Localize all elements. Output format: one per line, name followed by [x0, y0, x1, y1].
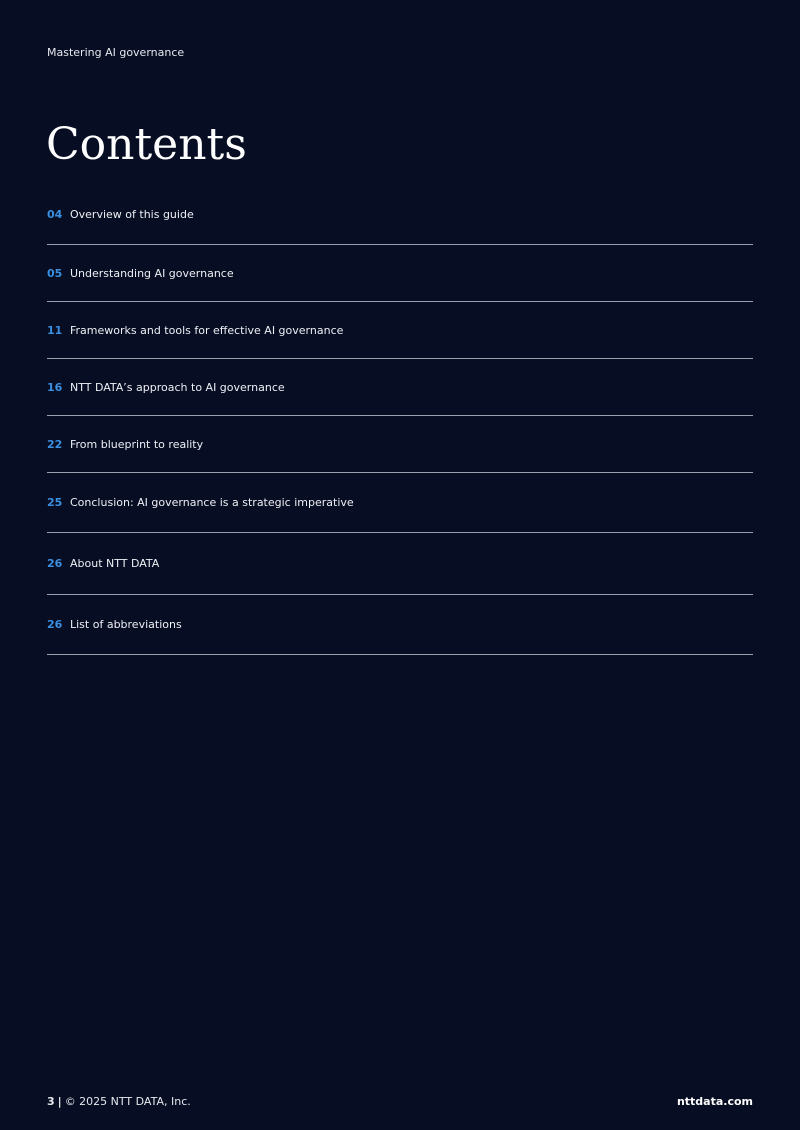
toc-entry-label: From blueprint to reality — [70, 437, 204, 451]
table-of-contents — [47, 188, 753, 655]
toc-page-number: 04 — [47, 207, 63, 221]
toc-page-number: 26 — [47, 618, 63, 631]
toc-item-frameworks[interactable] — [47, 302, 753, 359]
toc-page-number: 22 — [47, 437, 63, 451]
website-link[interactable]: nttdata.com — [676, 1095, 753, 1108]
toc-page-number: 25 — [47, 496, 63, 509]
toc-item-abbreviations[interactable] — [47, 595, 753, 655]
toc-entry-label: NTT DATA’s approach to AI governance — [70, 380, 285, 394]
running-header: Mastering AI governance — [47, 46, 185, 59]
toc-entry-label: Frameworks and tools for effective AI governance — [70, 323, 344, 337]
toc-entry-label: Overview of this guide — [70, 207, 194, 221]
toc-item-understanding[interactable] — [47, 245, 753, 302]
toc-entry-label: About NTT DATA — [70, 557, 160, 570]
page-title: Contents — [46, 119, 247, 170]
toc-page-number: 05 — [47, 266, 63, 280]
toc-entry-label: Understanding AI governance — [70, 266, 234, 280]
toc-page-number: 26 — [47, 557, 63, 570]
toc-page-number: 16 — [47, 380, 63, 394]
toc-entry-label: Conclusion: AI governance is a strategic imperative — [70, 496, 354, 509]
toc-entry-label: List of abbreviations — [70, 618, 182, 631]
copyright-text: © 2025 NTT DATA, Inc. — [64, 1095, 191, 1108]
toc-item-about[interactable] — [47, 533, 753, 595]
toc-item-conclusion[interactable] — [47, 473, 753, 533]
toc-page-number: 11 — [47, 323, 63, 337]
footer-separator: | — [57, 1095, 62, 1108]
toc-item-overview[interactable] — [47, 188, 753, 245]
page-number: 3 — [47, 1095, 55, 1108]
footer-copyright-line — [47, 1095, 191, 1108]
toc-item-blueprint[interactable] — [47, 416, 753, 473]
toc-item-approach[interactable] — [47, 359, 753, 416]
